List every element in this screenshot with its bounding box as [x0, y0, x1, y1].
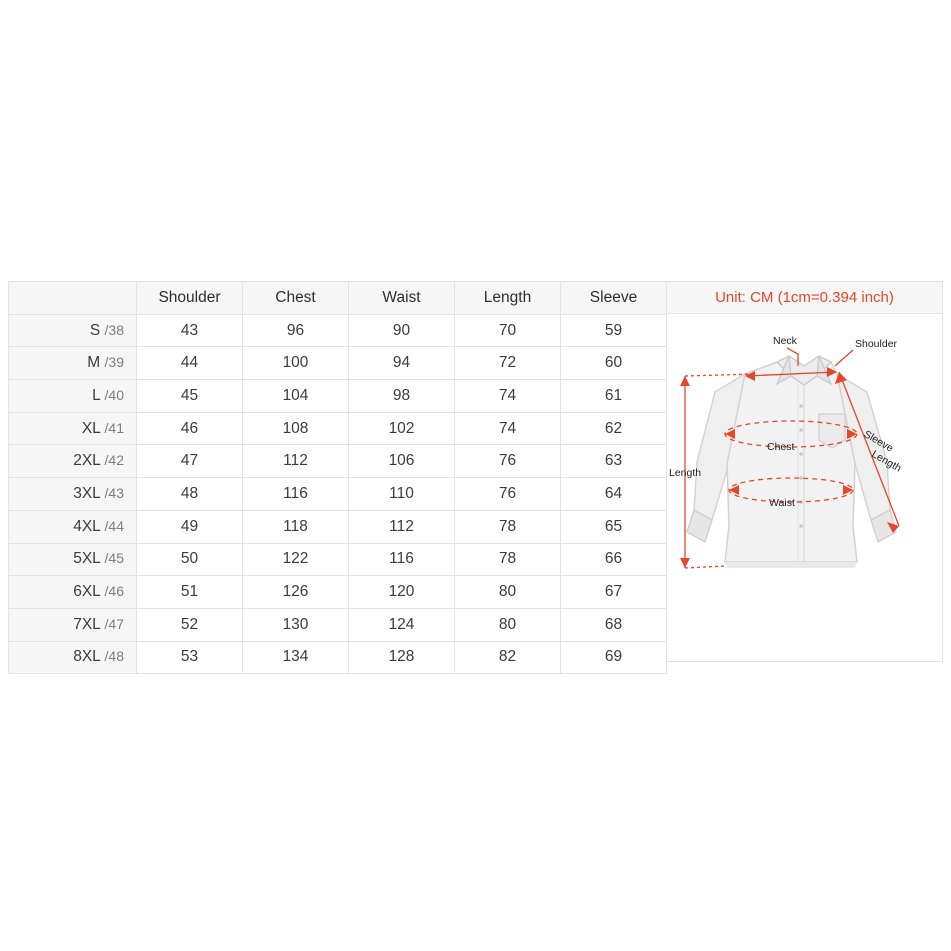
shirt-diagram	[667, 314, 942, 661]
cell-length: 82	[455, 641, 561, 674]
table-row	[9, 380, 667, 413]
cell-length: 76	[455, 445, 561, 478]
cell-waist: 98	[349, 380, 455, 413]
column-header-size	[9, 282, 137, 315]
column-header-shoulder: Shoulder	[137, 282, 243, 315]
cell-chest: 118	[243, 510, 349, 543]
size-chart	[8, 281, 943, 666]
cell-waist: 94	[349, 347, 455, 380]
cell-chest: 116	[243, 478, 349, 511]
cell-waist: 120	[349, 576, 455, 609]
table-row	[9, 510, 667, 543]
cell-chest: 112	[243, 445, 349, 478]
column-header-length: Length	[455, 282, 561, 315]
size-table	[8, 281, 667, 674]
measurement-diagram-panel	[667, 281, 943, 662]
cell-sleeve: 63	[561, 445, 667, 478]
table-row	[9, 608, 667, 641]
cell-chest: 100	[243, 347, 349, 380]
cell-sleeve: 59	[561, 314, 667, 347]
cell-length: 70	[455, 314, 561, 347]
label-waist: Waist	[769, 496, 795, 509]
cell-waist: 112	[349, 510, 455, 543]
cell-sleeve: 60	[561, 347, 667, 380]
cell-length: 80	[455, 608, 561, 641]
row-size-label: L /40	[9, 380, 137, 413]
row-size-label: S /38	[9, 314, 137, 347]
cell-waist: 124	[349, 608, 455, 641]
cell-shoulder: 50	[137, 543, 243, 576]
cell-waist: 102	[349, 412, 455, 445]
cell-shoulder: 45	[137, 380, 243, 413]
cell-waist: 128	[349, 641, 455, 674]
shirt-illustration	[687, 356, 896, 568]
cell-waist: 116	[349, 543, 455, 576]
cell-length: 72	[455, 347, 561, 380]
label-sleeve-length-line2: Length	[869, 447, 904, 475]
cell-shoulder: 43	[137, 314, 243, 347]
cell-shoulder: 51	[137, 576, 243, 609]
row-size-label: 3XL /43	[9, 478, 137, 511]
cell-shoulder: 52	[137, 608, 243, 641]
cell-length: 74	[455, 412, 561, 445]
cell-shoulder: 46	[137, 412, 243, 445]
cell-shoulder: 53	[137, 641, 243, 674]
cell-length: 76	[455, 478, 561, 511]
cell-shoulder: 48	[137, 478, 243, 511]
column-header-sleeve: Sleeve	[561, 282, 667, 315]
row-size-label: 5XL /45	[9, 543, 137, 576]
cell-sleeve: 61	[561, 380, 667, 413]
row-size-label: 4XL /44	[9, 510, 137, 543]
column-header-waist: Waist	[349, 282, 455, 315]
table-row	[9, 347, 667, 380]
cell-chest: 108	[243, 412, 349, 445]
cell-shoulder: 44	[137, 347, 243, 380]
table-row	[9, 576, 667, 609]
cell-chest: 134	[243, 641, 349, 674]
cell-chest: 130	[243, 608, 349, 641]
row-size-label: 7XL /47	[9, 608, 137, 641]
cell-sleeve: 62	[561, 412, 667, 445]
table-row	[9, 641, 667, 674]
row-size-label: M /39	[9, 347, 137, 380]
cell-shoulder: 47	[137, 445, 243, 478]
cell-length: 74	[455, 380, 561, 413]
cell-sleeve: 66	[561, 543, 667, 576]
label-sleeve-length-line1: Sleeve	[861, 427, 896, 455]
unit-note: Unit: CM (1cm=0.394 inch)	[667, 282, 942, 314]
table-row	[9, 445, 667, 478]
row-size-label: 6XL /46	[9, 576, 137, 609]
cell-length: 78	[455, 543, 561, 576]
label-neck: Neck	[773, 334, 797, 347]
table-row	[9, 543, 667, 576]
cell-length: 78	[455, 510, 561, 543]
label-length: Length	[669, 466, 702, 479]
cell-sleeve: 64	[561, 478, 667, 511]
table-row	[9, 478, 667, 511]
cell-sleeve: 68	[561, 608, 667, 641]
label-chest: Chest	[767, 440, 795, 453]
cell-chest: 126	[243, 576, 349, 609]
cell-waist: 110	[349, 478, 455, 511]
cell-sleeve: 67	[561, 576, 667, 609]
cell-chest: 104	[243, 380, 349, 413]
cell-chest: 122	[243, 543, 349, 576]
cell-shoulder: 49	[137, 510, 243, 543]
row-size-label: 2XL /42	[9, 445, 137, 478]
cell-chest: 96	[243, 314, 349, 347]
cell-waist: 90	[349, 314, 455, 347]
cell-waist: 106	[349, 445, 455, 478]
table-row	[9, 314, 667, 347]
table-row	[9, 412, 667, 445]
table-header-row	[9, 282, 667, 315]
label-shoulder: Shoulder	[855, 337, 898, 350]
cell-sleeve: 69	[561, 641, 667, 674]
cell-sleeve: 65	[561, 510, 667, 543]
row-size-label: 8XL /48	[9, 641, 137, 674]
cell-length: 80	[455, 576, 561, 609]
row-size-label: XL /41	[9, 412, 137, 445]
column-header-chest: Chest	[243, 282, 349, 315]
